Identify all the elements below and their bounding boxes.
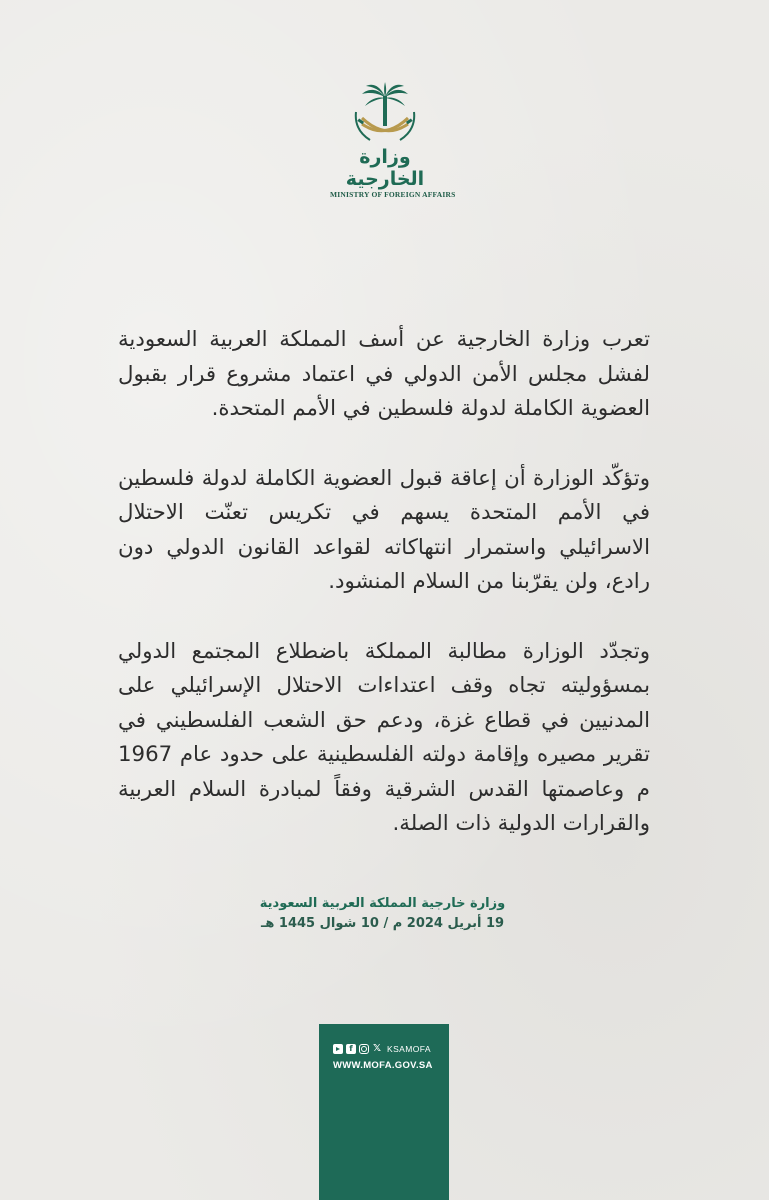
social-links [333, 1042, 443, 1056]
x-icon[interactable]: 𝕏 [372, 1043, 382, 1054]
ministry-logo [330, 82, 456, 199]
ministry-name-english: MINISTRY OF FOREIGN AFFAIRS [330, 190, 456, 199]
statement-body [118, 323, 650, 877]
signature-block [250, 894, 515, 934]
statement-paragraph-3: وتجدّد الوزارة مطالبة المملكة باضطلاع المجتمع الدولي بمسؤوليته تجاه وقف اعتداءات الاحتلال الإسرائيلي على المدنيين في قطاع غزة، ودعم حق الشعب الفلسطيني في تقرير مصيره وإقامة دولته الفلسطينية على حدود عام 1967 م وعاصمتها القدس الشرقية وفقاً لمبادرة السلام العربية والقرارات الدولية ذات الصلة. [118, 638, 650, 836]
signature-date: 19 أبريل 2024 م / 10 شوال 1445 هـ [260, 916, 505, 931]
ministry-name-arabic: وزارة الخارجية [345, 146, 425, 190]
facebook-icon[interactable]: f [346, 1044, 356, 1054]
palm-swords-emblem-icon [350, 82, 420, 144]
website-link[interactable]: WWW.MOFA.GOV.SA [333, 1060, 433, 1071]
signature-name: وزارة خارجية المملكة العربية السعودية [259, 896, 506, 911]
social-handle[interactable]: KSAMOFA [387, 1044, 431, 1054]
youtube-icon[interactable] [333, 1044, 343, 1054]
instagram-icon[interactable] [359, 1044, 369, 1054]
statement-paragraph-1: تعرب وزارة الخارجية عن أسف المملكة العربية السعودية لفشل مجلس الأمن الدولي في اعتماد مشروع قرار بقبول العضوية الكاملة لدولة فلسطين في الأمم المتحدة. [118, 327, 650, 421]
statement-paragraph-2: وتؤكّد الوزارة أن إعاقة قبول العضوية الكاملة لدولة فلسطين في الأمم المتحدة يسهم في تكريس تعنّت الاحتلال الاسرائيلي واستمرار انتهاكاته لقواعد القانون الدولي دون رادع، ولن يقرّبنا من السلام المنشود. [118, 465, 650, 594]
footer-contact-box [319, 1024, 449, 1200]
